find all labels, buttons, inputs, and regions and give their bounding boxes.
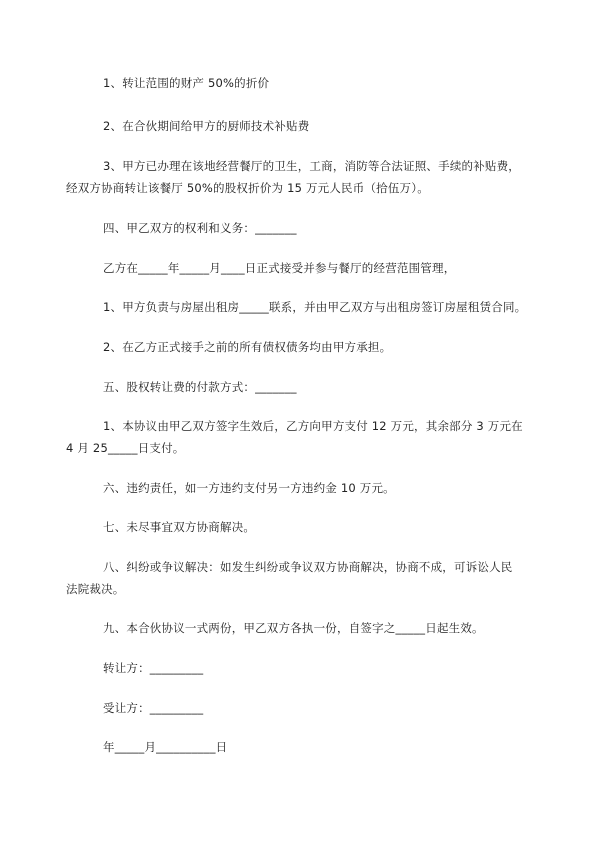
section-6-breach-liability: 六、违约责任，如一方违约支付另一方违约金 10 万元。 xyxy=(103,481,395,495)
signing-date-line: 年_____月__________日 xyxy=(103,740,228,754)
section-9-effectiveness: 九、本合伙协议一式两份，甲乙双方各执一份，自签字之_____日起生效。 xyxy=(103,621,484,635)
clause-4-1-lease-contract: 1、甲方负责与房屋出租房_____联系，并由甲乙双方与出租房签订房屋租赁合同。 xyxy=(103,300,527,314)
section-4-rights-obligations: 四、甲乙双方的权利和义务：_______ xyxy=(103,221,297,235)
party-b-takeover-date: 乙方在_____年_____月____日正式接受并参与餐厅的经营范围管理， xyxy=(103,261,456,275)
section-5-payment-method: 五、股权转让费的付款方式：_______ xyxy=(103,380,297,394)
section-8-dispute-line1: 八、纠纷或争议解决：如发生纠纷或争议双方协商解决，协商不成，可诉讼人民 xyxy=(103,560,513,574)
clause-5-1-payment-line2: 4 月 25_____日支付。 xyxy=(66,441,185,455)
clause-3-license-subsidy-line1: 3、甲方已办理在该地经营餐厅的卫生，工商，消防等合法证照、手续的补贴费， xyxy=(103,159,521,173)
clause-2-chef-subsidy: 2、在合伙期间给甲方的厨师技术补贴费 xyxy=(103,119,310,133)
section-8-dispute-line2: 法院裁决。 xyxy=(66,582,125,596)
clause-1-transfer-scope: 1、转让范围的财产 50%的折价 xyxy=(103,76,270,90)
clause-5-1-payment-line1: 1、本协议由甲乙双方签字生效后，乙方向甲方支付 12 万元，其余部分 3 万元在 xyxy=(103,419,523,433)
transferor-signature-line: 转让方：_________ xyxy=(103,661,204,675)
transferee-signature-line: 受让方：_________ xyxy=(103,701,204,715)
clause-4-2-debts: 2、在乙方正式接手之前的所有债权债务均由甲方承担。 xyxy=(103,340,392,354)
section-7-other-matters: 七、未尽事宜双方协商解决。 xyxy=(103,520,256,534)
clause-3-license-subsidy-line2: 经双方协商转让该餐厅 50%的股权折价为 15 万元人民币（拾伍万）。 xyxy=(66,181,429,195)
